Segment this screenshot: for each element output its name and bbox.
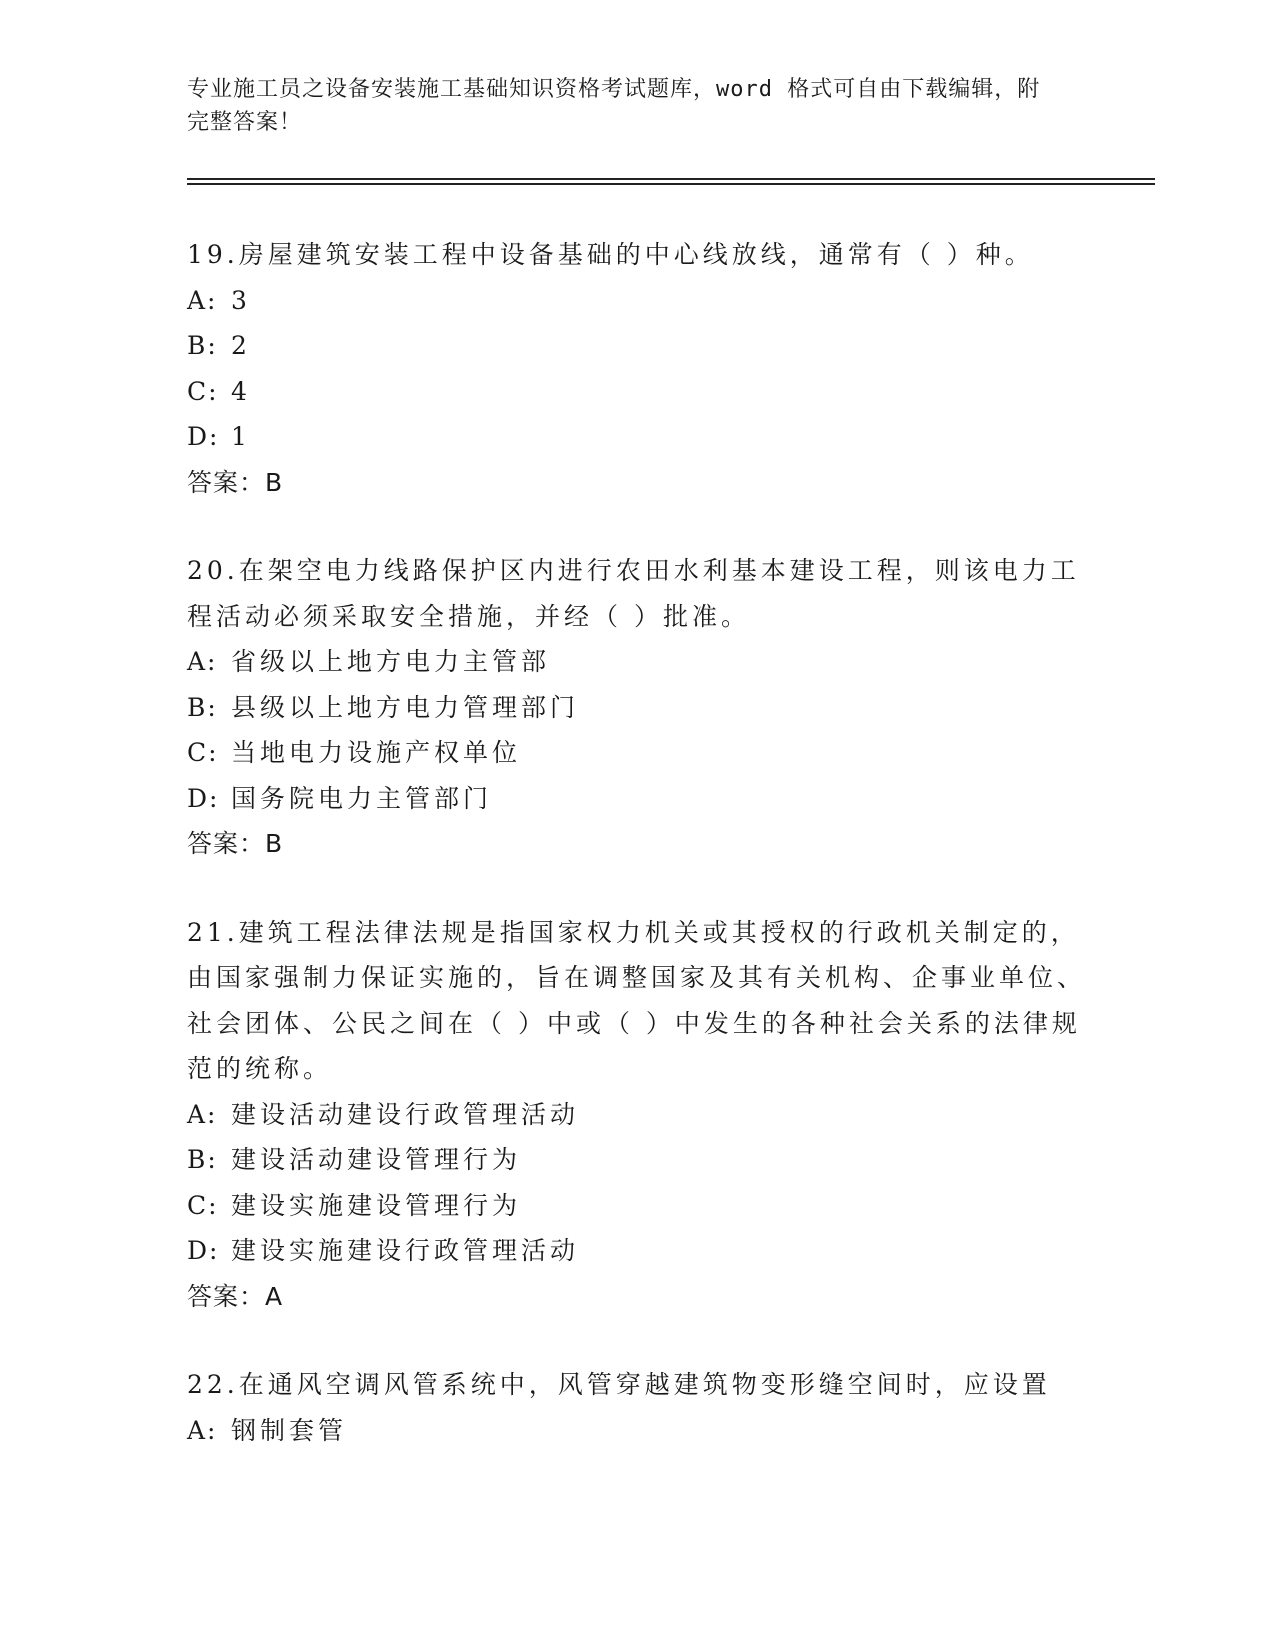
option-c (187, 730, 1087, 776)
option-text: 3 (231, 285, 251, 315)
option-c (187, 1183, 1087, 1229)
option-text: 国务院电力主管部门 (231, 783, 493, 813)
option-letter: A: (187, 647, 218, 676)
option-a (187, 639, 1087, 685)
option-c (187, 369, 1087, 415)
question-20 (187, 548, 1087, 867)
option-letter: A: (187, 1415, 218, 1445)
answer-line: 答案：B (187, 467, 284, 497)
question-stem: 19.房屋建筑安装工程中设备基础的中心线放线，通常有（ ）种。 (187, 240, 1034, 269)
option-letter: B: (187, 692, 218, 722)
option-letter: A: (187, 285, 218, 315)
option-d (187, 1228, 1087, 1274)
question-stem: 21.建筑工程法律法规是指国家权力机关或其授权的行政机关制定的，由国家强制力保证实施的，旨在调整国家及其有关机构、企事业单位、社会团体、公民之间在（ ）中或（ ）中发生的各种社会关系的法律规范的统称。 (187, 917, 1087, 1083)
option-letter: D: (187, 422, 220, 451)
option-text: 建设实施建设管理行为 (231, 1190, 522, 1220)
option-a (187, 278, 1087, 324)
option-d (187, 414, 1087, 460)
header-divider-top (187, 178, 1155, 180)
option-text: 4 (231, 376, 251, 406)
option-text: 钢制套管 (231, 1415, 348, 1445)
option-letter: D: (187, 1236, 220, 1265)
option-letter: C: (187, 1190, 219, 1220)
option-letter: C: (187, 738, 219, 767)
option-b (187, 1137, 1087, 1183)
header-divider-bottom (187, 183, 1155, 185)
option-b (187, 323, 1087, 369)
document-intro: 专业施工员之设备安装施工基础知识资格考试题库，word 格式可自由下载编辑，附完整答案！ (187, 77, 1041, 135)
option-b (187, 685, 1087, 731)
option-letter: C: (187, 376, 219, 406)
question-21 (187, 910, 1087, 1320)
option-letter: D: (187, 783, 220, 813)
option-letter: A: (187, 1099, 218, 1129)
option-letter: B: (187, 1145, 218, 1174)
question-stem: 20.在架空电力线路保护区内进行农田水利基本建设工程，则该电力工程活动必须采取安全措施，并经（ ）批准。 (187, 556, 1080, 631)
answer-line: 答案：B (187, 829, 284, 858)
option-text: 建设活动建设管理行为 (231, 1145, 522, 1174)
option-a (187, 1092, 1087, 1138)
option-text: 1 (231, 422, 251, 451)
option-text: 2 (231, 331, 251, 360)
option-text: 县级以上地方电力管理部门 (231, 692, 580, 722)
question-list (187, 232, 1087, 1496)
question-22 (187, 1362, 1087, 1453)
option-text: 建设实施建设行政管理活动 (231, 1236, 580, 1265)
option-text: 建设活动建设行政管理活动 (231, 1099, 580, 1129)
option-d (187, 776, 1087, 822)
question-stem: 22.在通风空调风管系统中，风管穿越建筑物变形缝空间时，应设置 (187, 1370, 1051, 1399)
option-text: 省级以上地方电力主管部 (231, 647, 551, 676)
answer-line: 答案：A (187, 1281, 284, 1311)
option-a (187, 1408, 1087, 1454)
option-letter: B: (187, 331, 218, 360)
question-19 (187, 232, 1087, 505)
option-text: 当地电力设施产权单位 (231, 738, 522, 767)
